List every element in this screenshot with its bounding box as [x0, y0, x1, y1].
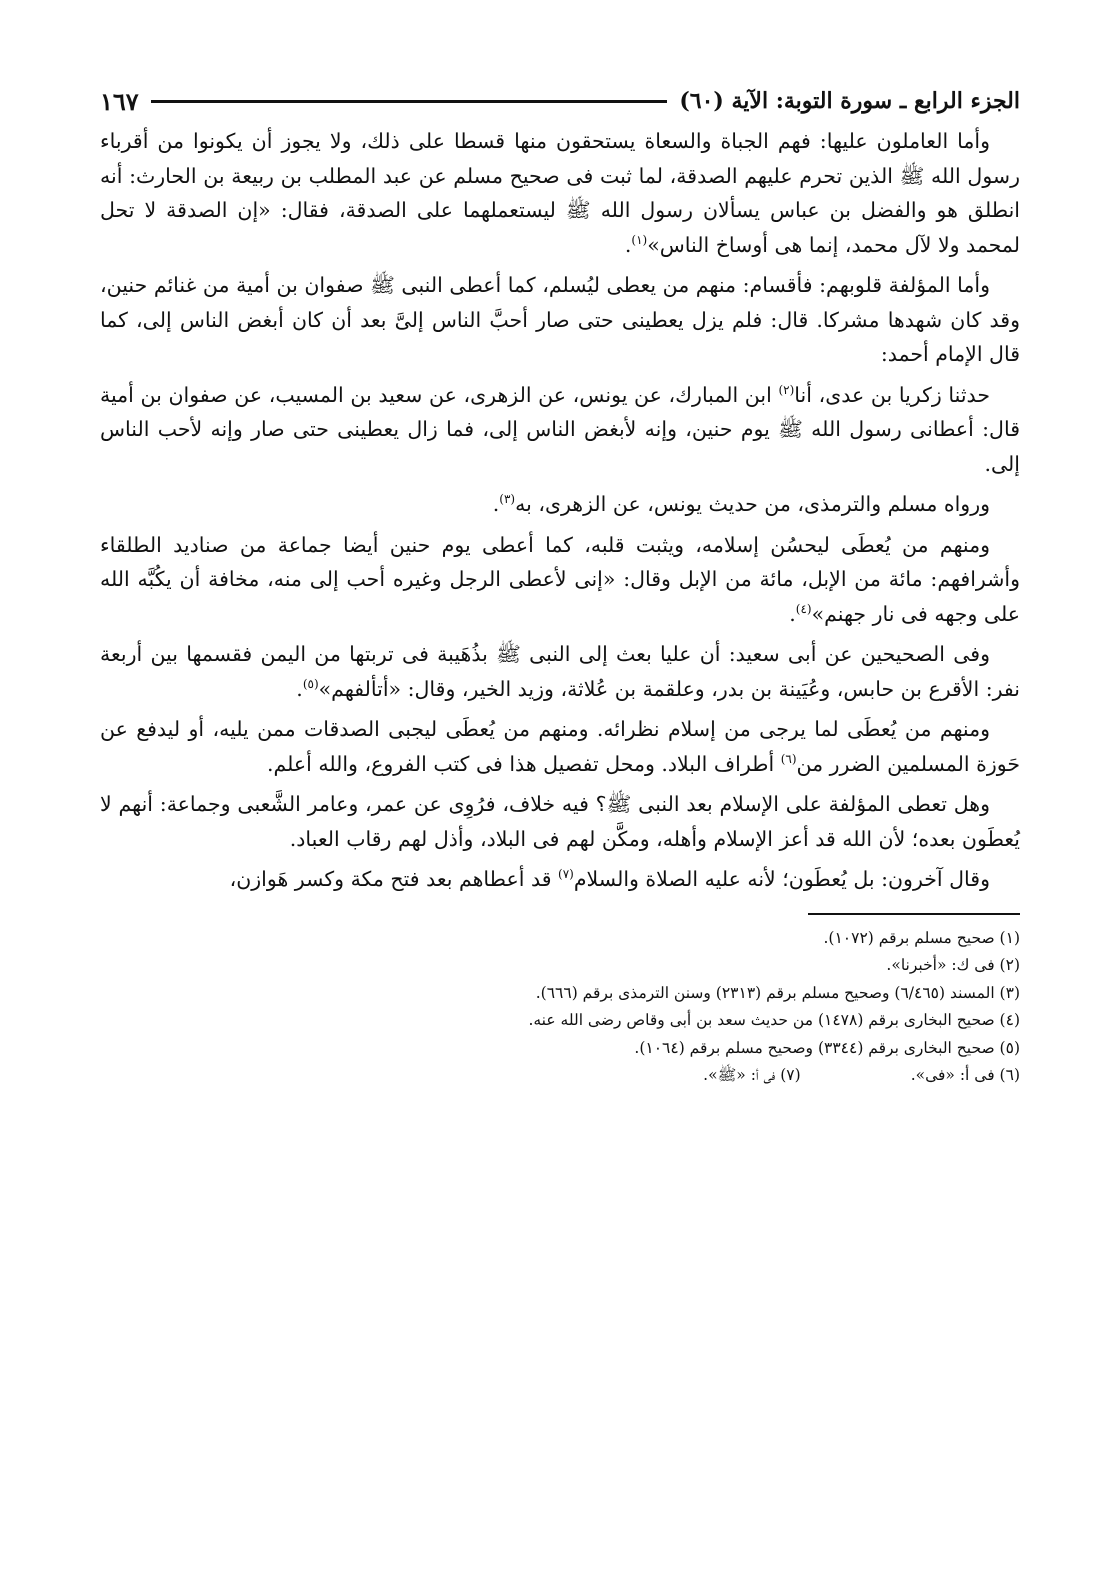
- footnote-5: (٥) صحيح البخارى برقم (٣٣٤٤) وصحيح مسلم برقم (١٠٦٤).: [634, 1038, 1020, 1057]
- paragraph-akharun: وقال آخرون: بل يُعطَون؛ لأنه عليه الصلاة والسلام$^{(٧)}$ قد أعطاهم بعد فتح مكة وكسر هَوازن،: [229, 867, 990, 891]
- page-number: ١٦٧: [100, 86, 139, 116]
- paragraph-khilaf: وهل تعطى المؤلفة على الإسلام بعد النبى ﷺ؟ فيه خلاف، فرُوِى عن عمر، وعامر الشَّعبى وجماعة: أنهم لا يُعطَون بعده؛ لأن الله قد أعز الإسلام وأهله، ومكَّن لهم فى البلاد، وأذل لهم رقاب العباد.: [100, 792, 1020, 851]
- running-title: الجزء الرابع ـ سورة التوبة: الآية (٦٠): [679, 88, 1020, 114]
- footnote-1: (١) صحيح مسلم برقم (١٠٧٢).: [823, 928, 1020, 947]
- footnote-6: (٦) فى أ: «فى».: [910, 1066, 1020, 1084]
- footnote-ref: (١): [631, 232, 648, 247]
- footnote-ref: (٧): [558, 867, 574, 882]
- footnotes: [100, 925, 1020, 1090]
- footnote-6-7: [100, 1062, 1020, 1090]
- footnote-rule: [808, 913, 1020, 915]
- book-page: [100, 84, 1020, 1090]
- footnote-3: (٣) المسند (٦/٤٦٥) وصحيح مسلم برقم (٢٣١٣) وسنن الترمذى برقم (٦٦٦).: [535, 983, 1020, 1002]
- footnote-ref: (٤): [795, 601, 812, 616]
- footnote-4: (٤) صحيح البخارى برقم (١٤٧٨) من حديث سعد بن أبى وقاص رضى الله عنه.: [528, 1011, 1020, 1029]
- paragraph-nuzarauh: ومنهم من يُعطَى لما يرجى من إسلام نظرائه. ومنهم من يُعطَى ليجبى الصدقات ممن يليه، أو ليدفع عن حَوزة المسلمين الضرر من$^{(٦)}$ أطراف البلاد. ومحل تفصيل هذا فى كتب الفروع، والله أعلم.: [100, 717, 1020, 776]
- header-rule: [151, 100, 668, 103]
- footnote-ref: (٥): [302, 676, 319, 691]
- paragraph-muallafa: وأما المؤلفة قلوبهم: فأقسام: منهم من يعطى ليُسلم، كما أعطى النبى ﷺ صفوان بن أمية من غنائم حنين، وقد كان شهدها مشركا. قال: فلم يزل يعطينى حتى صار أحبَّ الناس إلىَّ بعد أن كان أبغض الناس إلى، كما قال الإمام أحمد:: [100, 273, 1020, 366]
- footnote-ref: (٢): [778, 382, 795, 397]
- paragraph-hadith-isnad: حدثنا زكريا بن عدى، أنا$^{(٢)}$ ابن المبارك، عن يونس، عن الزهرى، عن سعيد بن المسيب، عن صفوان بن أمية قال: أعطانى رسول الله ﷺ يوم حنين، وإنه لأبغض الناس إلى، فما زال يعطينى حتى صار وإنه لأحب الناس إلى.: [100, 382, 1020, 476]
- paragraph-amilun: وأما العاملون عليها: فهم الجباة والسعاة يستحقون منها قسطا على ذلك، ولا يجوز أن يكونوا من أقرباء رسول الله ﷺ الذين تحرم عليهم الصدقة، لما ثبت فى صحيح مسلم عن عبد المطلب بن ربيعة بن الحارث: أنه انطلق هو والفضل بن عباس يسألان رسول الله ﷺ ليستعملهما على الصدقة، فقال: «إن الصدقة لا تحل لمحمد ولا لآل محمد، إنما هى أوساخ الناس»$^{(١)}$.: [100, 129, 1020, 257]
- footnote-2: (٢) فى ك: «أخبرنا».: [886, 956, 1020, 974]
- footnote-ref: (٣): [499, 492, 516, 507]
- footnote-7: (٧) فى أ: «ﷺ».: [703, 1066, 801, 1084]
- body-text: [100, 124, 1020, 897]
- running-header: [100, 84, 1020, 118]
- footnote-ref: (٦): [780, 751, 797, 766]
- paragraph-yahsun-islamuh: ومنهم من يُعطَى ليحسُن إسلامه، ويثبت قلبه، كما أعطى يوم حنين أيضا جماعة من صناديد الطلقاء وأشرافهم: مائة من الإبل، مائة من الإبل وقال: «إنى لأعطى الرجل وغيره أحب إلى منه، مخافة أن يكُبَّه الله على وجهه فى نار جهنم»$^{(٤)}$.: [100, 532, 1021, 626]
- paragraph-sahihayn: وفى الصحيحين عن أبى سعيد: أن عليا بعث إلى النبى ﷺ بذُهَيبة فى تربتها من اليمن فقسمها بين أربعة نفر: الأقرع بن حابس، وعُيَينة بن بدر، وعلقمة بن عُلاثة، وزيد الخير، وقال: «أتألفهم»$^{(٥)}$.: [100, 642, 1020, 701]
- paragraph-riwaya: ورواه مسلم والترمذى، من حديث يونس، عن الزهرى، به$^{(٣)}$.: [492, 492, 990, 516]
